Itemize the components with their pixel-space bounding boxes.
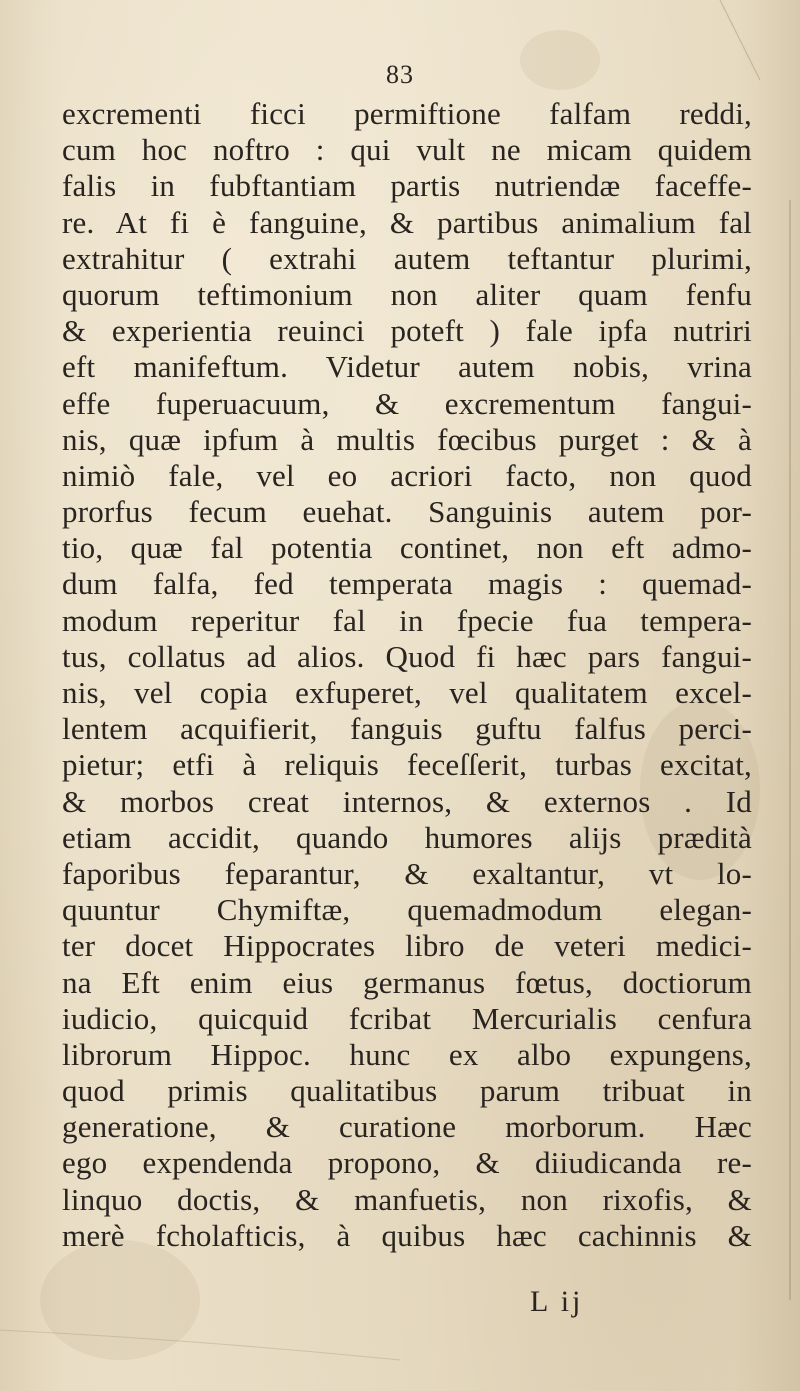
text-line: nimiò fale, vel eo acriori facto, non quod: [62, 457, 752, 493]
text-line: quorum teftimonium non aliter quam fenfu: [62, 276, 752, 312]
text-line: effe fuperuacuum, & excrementum fangui-: [62, 385, 752, 421]
text-line: merè fcholafticis, à quibus hæc cachinnis &: [62, 1217, 752, 1253]
text-line: na Eft enim eius germanus fœtus, doctiorum: [62, 964, 752, 1000]
text-line: tio, quæ fal potentia continet, non eft admo-: [62, 530, 752, 566]
text-line: nis, vel copia exfuperet, vel qualitatem excel-: [62, 675, 752, 710]
text-line: eft manifeftum. Videtur autem nobis, vrina: [62, 349, 752, 385]
text-line: ego expendenda propono, & diiudicanda re-: [62, 1145, 752, 1181]
text-line: & morbos creat internos, & externos . Id: [62, 783, 752, 819]
text-line: pietur; etfi à reliquis feceſſerit, turbas excitat,: [62, 747, 752, 783]
text-line: nis, quæ ipfum à multis fœcibus purget : & à: [62, 421, 752, 457]
text-line: dum falfa, fed temperata magis : quemad-: [62, 566, 752, 602]
text-line: tus, collatus ad alios. Quod fi hæc pars fangui-: [62, 638, 752, 674]
paper-stain: [40, 1240, 200, 1360]
text-line: generatione, & curatione morborum. Hæc: [62, 1109, 752, 1145]
text-line: excrementi ficci permiftione falfam reddi,: [62, 96, 752, 131]
text-line: falis in fubftantiam partis nutriendæ faceffe-: [62, 168, 752, 204]
text-line: etiam accidit, quando humores alijs prædità: [62, 819, 752, 855]
text-line: cum hoc noftro : qui vult ne micam quidem: [62, 132, 752, 168]
text-line: & experientia reuinci poteft ) fale ipfa nutriri: [62, 313, 752, 349]
text-line: librorum Hippoc. hunc ex albo expungens,: [62, 1036, 752, 1072]
signature-mark: L ij: [530, 1285, 584, 1318]
text-line: ter docet Hippocrates libro de veteri medici-: [62, 928, 752, 964]
text-line: lentem acquifierit, fanguis guftu falfus perci-: [62, 711, 752, 747]
page-number: 83: [386, 60, 414, 89]
text-line: re. At fi è fanguine, & partibus animalium fal: [62, 204, 752, 240]
text-line: iudicio, quicquid fcribat Mercurialis cenfura: [62, 1000, 752, 1036]
text-line: faporibus feparantur, & exaltantur, vt lo-: [62, 855, 752, 891]
text-line: extrahitur ( extrahi autem teftantur plurimi,: [62, 240, 752, 276]
text-line: modum reperitur fal in fpecie fua tempera-: [62, 602, 752, 638]
text-line: quod primis qualitatibus parum tribuat in: [62, 1073, 752, 1109]
text-line: linquo doctis, & manfuetis, non rixofis, &: [62, 1181, 752, 1217]
text-line: quuntur Chymiftæ, quemadmodum elegan-: [62, 892, 752, 928]
body-text: [62, 96, 752, 1254]
text-line: prorfus fecum euehat. Sanguinis autem por-: [62, 494, 752, 530]
